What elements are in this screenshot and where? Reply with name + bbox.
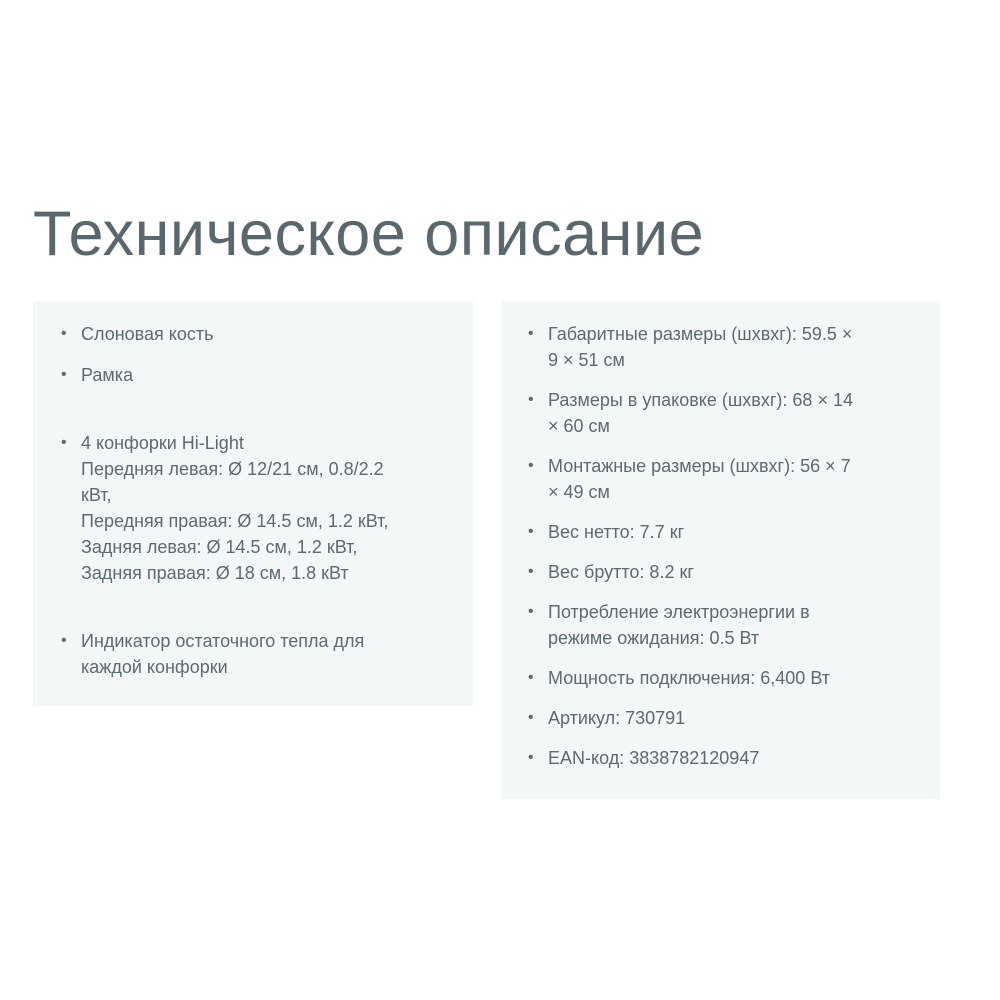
feature-item-frame — [61, 362, 453, 388]
spec-line: Мощность подключения: 6,400 Вт — [548, 668, 830, 688]
specs-panel — [502, 301, 940, 799]
bullet-icon: • — [61, 434, 67, 451]
features-panel — [33, 301, 473, 706]
bullet-icon: • — [528, 669, 534, 686]
bullet-icon: • — [61, 366, 67, 383]
spec-line: × 49 см — [548, 482, 610, 502]
features-list — [61, 321, 453, 680]
spec-item-ean — [528, 745, 920, 771]
feature-line: Слоновая кость — [81, 324, 214, 344]
spec-line: Размеры в упаковке (шхвхг): 68 × 14 — [548, 390, 853, 410]
bullet-icon: • — [528, 709, 534, 726]
page-title: Техническое описание — [33, 199, 705, 269]
feature-item-burners — [61, 430, 453, 586]
bullet-icon: • — [528, 325, 534, 342]
spec-line: Артикул: 730791 — [548, 708, 686, 728]
spec-item-package-dimensions — [528, 387, 920, 439]
feature-line: кВт, — [81, 485, 112, 505]
spec-line: Потребление электроэнергии в — [548, 602, 810, 622]
feature-line: Передняя левая: Ø 12/21 см, 0.8/2.2 — [81, 459, 384, 479]
bullet-icon: • — [528, 563, 534, 580]
bullet-icon: • — [61, 325, 67, 342]
feature-line: 4 конфорки Hi-Light — [81, 433, 244, 453]
spec-item-gross-weight — [528, 559, 920, 585]
feature-line: Индикатор остаточного тепла для — [81, 631, 365, 651]
spec-item-article — [528, 705, 920, 731]
feature-line: каждой конфорки — [81, 657, 228, 677]
feature-line: Рамка — [81, 365, 134, 385]
bullet-icon: • — [528, 749, 534, 766]
spec-line: Вес брутто: 8.2 кг — [548, 562, 694, 582]
spec-line: режиме ожидания: 0.5 Вт — [548, 628, 760, 648]
bullet-icon: • — [528, 391, 534, 408]
feature-line: Задняя левая: Ø 14.5 см, 1.2 кВт, — [81, 537, 358, 557]
spec-item-mounting-dimensions — [528, 453, 920, 505]
spec-item-standby-power — [528, 599, 920, 651]
spec-item-dimensions — [528, 321, 920, 373]
feature-line: Задняя правая: Ø 18 см, 1.8 кВт — [81, 563, 349, 583]
spec-line: × 60 см — [548, 416, 610, 436]
spec-line: Вес нетто: 7.7 кг — [548, 522, 685, 542]
spec-line: EAN-код: 3838782120947 — [548, 748, 760, 768]
spec-line: Габаритные размеры (шхвхг): 59.5 × — [548, 324, 853, 344]
feature-line: Передняя правая: Ø 14.5 см, 1.2 кВт, — [81, 511, 389, 531]
bullet-icon: • — [528, 603, 534, 620]
spec-line: Монтажные размеры (шхвхг): 56 × 7 — [548, 456, 851, 476]
feature-item-residual-heat — [61, 628, 453, 680]
spec-line: 9 × 51 см — [548, 350, 625, 370]
bullet-icon: • — [61, 632, 67, 649]
spec-item-connected-power — [528, 665, 920, 691]
feature-item-color — [61, 321, 453, 347]
bullet-icon: • — [528, 457, 534, 474]
bullet-icon: • — [528, 523, 534, 540]
specs-list — [528, 321, 920, 771]
spec-item-net-weight — [528, 519, 920, 545]
